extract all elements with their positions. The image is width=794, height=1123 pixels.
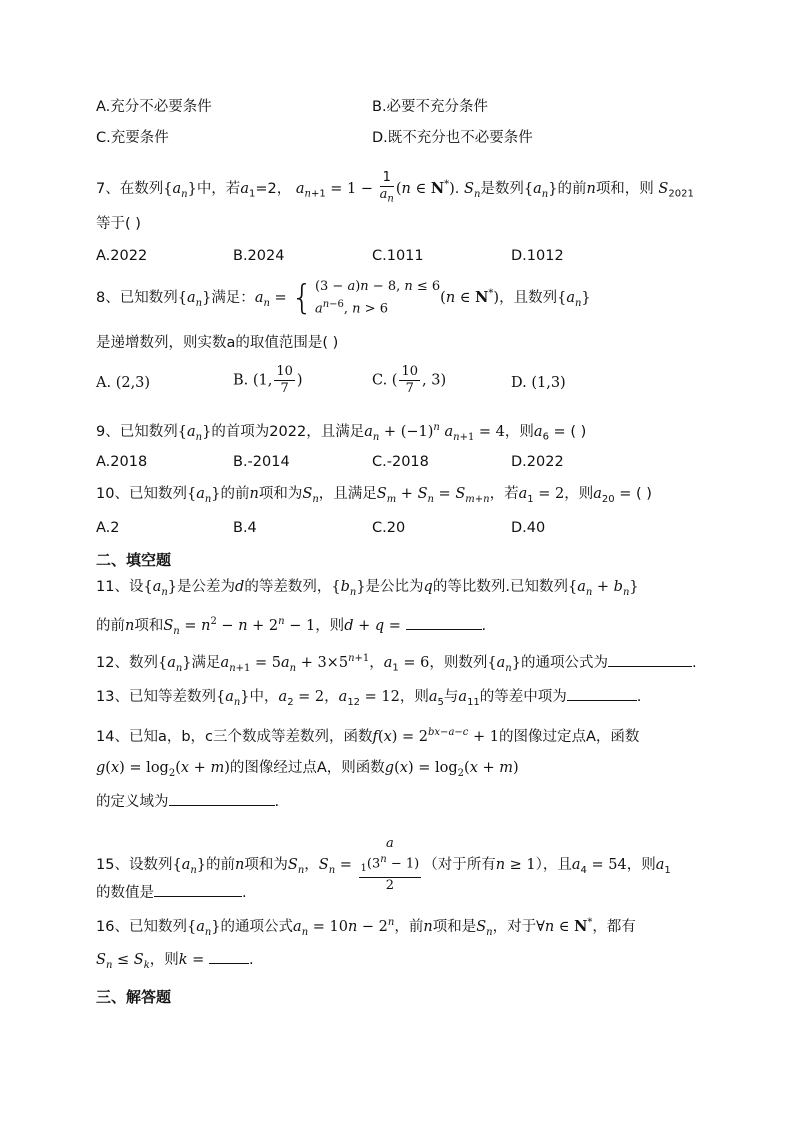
q9-option-a: A.2018 (96, 454, 148, 470)
q14-answer-blank[interactable] (169, 791, 275, 806)
q6-option-a: A.充分不必要条件 (96, 99, 212, 115)
q7-stem-line2: 等于( ) (96, 216, 141, 232)
q9-option-b: B.-2014 (233, 454, 290, 470)
q6-option-d: D.既不充分也不必要条件 (372, 130, 533, 146)
q7-option-a: A.2022 (96, 248, 148, 264)
q16-stem: 16、已知数列$\{a_n\}$的通项公式$a_n = 10n - 2^n$，前n项和是$S_n$，对于∀n ∈ N*，都有 (96, 917, 636, 938)
q10-option-a: A.2 (96, 520, 120, 536)
q15-answer-blank[interactable] (154, 882, 242, 897)
q16-stem-line2: $S_n \le S_k$，则k = . (96, 949, 254, 976)
q8-stem-line2: 是递增数列，则实数a的取值范围是( ) (96, 335, 339, 351)
q6-option-c: C.充要条件 (96, 130, 169, 146)
q15-stem: 15、设数列$\{a_n\}$的前n项和为$S_n$，$S_n$ = a $_1(3^n - 1)$ 2 （对于所有n ≥ 1），且$a_4 = 54$，则$a_1$ (96, 836, 671, 893)
section-fill-in-blank-title: 二、填空题 (96, 551, 172, 569)
q10-stem: 10、已知数列$\{a_n\}$的前n项和为$S_n$，且满足$S_m + S_n = S_{m+n}$，若$a_1 = 2$，则$a_{20}$ = ( ) (96, 486, 652, 505)
q8-option-a: A. (2,3) (96, 375, 151, 391)
q13-stem: 13、已知等差数列$\{a_n\}$中，$a_2 = 2$，$a_{12} = 12$，则$a_5$与$a_{11}$的等差中项为 . (96, 686, 641, 713)
q8-stem: 8、已知数列$\{a_n\}$满足：$a_n$ = { (3 − a)n − 8, n ≤ 6 $a^{n-6}$, n > 6(n ∈ N*)，且数列$\{a_n\}$ (96, 277, 591, 318)
q10-option-d: D.40 (511, 520, 546, 536)
q14-stem-line2: $g(x) = \log_2(x + m)$的图像经过点A，则函数$g(x) = \log_2(x + m)$ (96, 760, 519, 779)
q9-option-d: D.2022 (511, 454, 564, 470)
q12-stem: 12、数列$\{a_n\}$满足$a_{n+1} = 5a_n + 3\times 5^{n+1}$，$a_1 = 6$，则数列$\{a_n\}$的通项公式为 . (96, 653, 697, 674)
q11-stem: 11、设$\{a_n\}$是公差为d的等差数列，$\{b_n\}$是公比为q的等比数列.已知数列$\{a_n + b_n\}$ (96, 579, 639, 598)
q8-option-d: D. (1,3) (511, 375, 566, 391)
q9-stem: 9、已知数列$\{a_n\}$的首项为2022，且满足$a_n + (-1)^n$ $a_{n+1} = 4$，则$a_6$ = ( ) (96, 422, 587, 443)
q7-option-c: C.1011 (372, 248, 424, 264)
q7-stem: 7、在数列$\{a_n\}$中，若$a_1=2$， $a_{n+1} = 1$ − $\frac{1}{a_n}$ (n ∈ N*). $S_n$是数列$\{a_n\}$的前n项和，则 $S_{2021}$ (96, 170, 694, 205)
q12-answer-blank[interactable] (608, 652, 692, 667)
q6-option-b: B.必要不充分条件 (372, 99, 489, 115)
q8-option-c: C. ( $\frac{10}{7}$ , 3) (372, 364, 447, 396)
q9-option-c: C.-2018 (372, 454, 429, 470)
q11-answer-blank[interactable] (406, 615, 482, 630)
q11-stem-line2: 的前n项和$S_n = n^2 - n + 2^n - 1$，则d + q = . (96, 616, 487, 637)
q13-answer-blank[interactable] (567, 686, 637, 701)
q14-stem: 14、已知a，b，c三个数成等差数列，函数$f(x) = 2^{bx-a-c} + 1$的图像过定点A，函数 (96, 727, 640, 745)
q16-answer-blank[interactable] (209, 949, 249, 964)
q7-option-d: D.1012 (511, 248, 564, 264)
q14-stem-line3: 的定义域为 . (96, 791, 279, 812)
section-solution-title: 三、解答题 (96, 988, 172, 1006)
q15-stem-line2: 的数值是 . (96, 882, 247, 903)
q7-option-b: B.2024 (233, 248, 285, 264)
q8-option-b: B. (1, $\frac{10}{7}$ ) (233, 364, 303, 396)
q10-option-c: C.20 (372, 520, 406, 536)
q10-option-b: B.4 (233, 520, 257, 536)
